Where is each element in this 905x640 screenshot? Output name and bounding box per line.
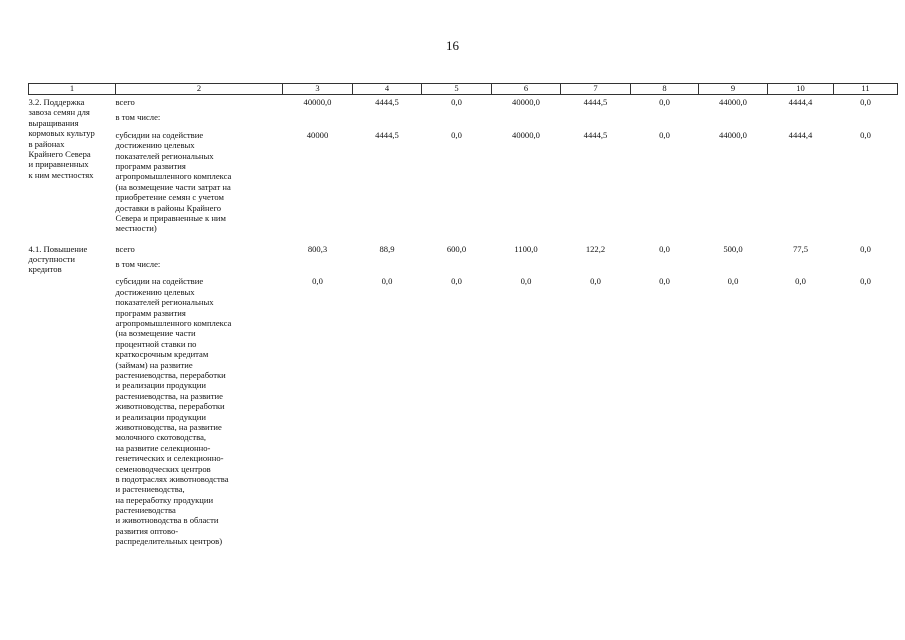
total-value: 4444,4 bbox=[788, 97, 813, 107]
subsidy-description-line: (на возмещение части затрат на bbox=[115, 181, 231, 192]
subsidy-value: 40000 bbox=[306, 129, 329, 140]
total-value: 88,9 bbox=[379, 243, 395, 254]
value-cell bbox=[422, 234, 492, 547]
subsidy-value: 4444,4 bbox=[788, 129, 813, 140]
measure-name-line: и приравненных bbox=[28, 159, 89, 170]
spacer-line bbox=[834, 259, 898, 269]
spacer-line bbox=[353, 259, 422, 269]
spacer-line bbox=[492, 259, 561, 269]
spacer bbox=[834, 269, 898, 276]
spacer bbox=[768, 269, 834, 276]
subsidy-description-line: и реализации продукции bbox=[115, 380, 206, 391]
total-label: всего bbox=[115, 97, 135, 107]
value-cell bbox=[834, 95, 898, 234]
subsidy-value: 0,0 bbox=[659, 276, 670, 287]
subsidy-description-line: показателей региональных bbox=[115, 150, 214, 161]
subsidy-description-line: растениеводства bbox=[115, 505, 176, 516]
page-number: 16 bbox=[446, 38, 459, 53]
spacer-line bbox=[834, 112, 898, 122]
subsidy-value: 0,0 bbox=[590, 276, 601, 287]
column-number: 9 bbox=[699, 84, 768, 95]
measure-name-cell bbox=[29, 234, 116, 547]
measure-name-line: кредитов bbox=[28, 264, 62, 275]
total-value: 44000,0 bbox=[719, 97, 747, 107]
value-cell bbox=[768, 95, 834, 234]
spacer-line bbox=[631, 259, 699, 269]
total-value: 0,0 bbox=[451, 97, 462, 107]
spacer-line bbox=[561, 259, 631, 269]
subsidy-description-line: распределительных центров) bbox=[115, 536, 223, 547]
value-cell bbox=[353, 95, 422, 234]
column-number: 5 bbox=[422, 84, 492, 95]
total-value: 40000,0 bbox=[512, 97, 540, 107]
subsidy-value: 4444,5 bbox=[375, 129, 399, 140]
subsidy-description-line: программ развития bbox=[115, 160, 186, 171]
spacer-line bbox=[353, 112, 422, 122]
total-value: 500,0 bbox=[723, 243, 743, 254]
subsidy-description-line: развития оптово- bbox=[115, 525, 179, 536]
value-cell bbox=[422, 95, 492, 234]
subsidy-value: 0,0 bbox=[795, 276, 806, 287]
subsidy-value: 0,0 bbox=[312, 276, 323, 287]
spacer bbox=[283, 123, 353, 130]
subsidy-description-line: субсидии на содействие bbox=[115, 129, 204, 140]
spacer-line bbox=[492, 112, 561, 122]
subsidy-description-line: программ развития bbox=[115, 307, 186, 318]
subsidy-description-line: достижению целевых bbox=[115, 286, 195, 297]
spacer bbox=[422, 123, 492, 130]
subsidy-description-line: показателей региональных bbox=[115, 297, 214, 308]
spacer bbox=[834, 123, 898, 130]
spacer bbox=[283, 269, 353, 276]
column-number-row bbox=[29, 84, 898, 95]
subsidy-description-line: животноводства, переработки bbox=[115, 401, 225, 412]
measure-name-line: 3.2. Поддержка bbox=[28, 97, 85, 107]
value-cell bbox=[283, 95, 353, 234]
spacer-line bbox=[422, 112, 492, 122]
total-value: 800,3 bbox=[307, 243, 328, 254]
subsidy-description-line: Севера и приравненные к ним bbox=[115, 212, 226, 223]
value-cell bbox=[353, 234, 422, 547]
subsidy-description-line: краткосрочным кредитам bbox=[115, 349, 209, 360]
total-value: 122,2 bbox=[585, 243, 606, 254]
subsidy-description-line: на переработку продукции bbox=[115, 494, 214, 505]
value-cell bbox=[283, 234, 353, 547]
column-number: 2 bbox=[116, 84, 283, 95]
total-value: 4444,5 bbox=[583, 97, 608, 107]
subsidy-value: 0,0 bbox=[860, 129, 871, 140]
measure-name-line: 4.1. Повышение bbox=[28, 243, 88, 254]
subsidy-description-line: генетических и селекционно- bbox=[115, 453, 224, 464]
measure-name-line: Крайнего Севера bbox=[28, 148, 91, 159]
subsidy-value: 0,0 bbox=[659, 129, 670, 140]
subsidy-description-line: молочного скотоводства, bbox=[115, 432, 207, 443]
spacer bbox=[631, 123, 699, 130]
subsidy-description-line: достижению целевых bbox=[115, 140, 195, 151]
total-value: 1100,0 bbox=[514, 243, 538, 254]
spacer bbox=[353, 123, 422, 130]
total-value: 600,0 bbox=[446, 243, 467, 254]
subsidy-value: 0,0 bbox=[451, 276, 462, 287]
subsidy-value: 0,0 bbox=[860, 276, 871, 287]
subsidy-description-line: агропромышленного комплекса bbox=[115, 171, 232, 182]
total-value: 0,0 bbox=[860, 97, 871, 107]
column-number: 8 bbox=[631, 84, 699, 95]
funding-description-cell bbox=[116, 95, 283, 234]
value-cell bbox=[768, 234, 834, 547]
subsidy-description-line: растениеводства, переработки bbox=[115, 369, 226, 380]
spacer bbox=[561, 269, 631, 276]
spacer bbox=[631, 269, 699, 276]
spacer-line bbox=[699, 112, 768, 122]
value-cell bbox=[631, 234, 699, 547]
subsidy-value: 4444,5 bbox=[583, 129, 608, 140]
spacer-line bbox=[561, 112, 631, 122]
subsidy-value: 40000,0 bbox=[512, 129, 540, 140]
spacer-line bbox=[699, 259, 768, 269]
measure-name-line: к ним местностях bbox=[28, 169, 94, 180]
measure-name-line: доступности bbox=[28, 254, 76, 265]
value-cell bbox=[492, 234, 561, 547]
subsidy-description-line: (на возмещение части bbox=[115, 328, 196, 339]
value-cell bbox=[631, 95, 699, 234]
column-number: 1 bbox=[29, 84, 116, 95]
total-value: 0,0 bbox=[860, 243, 871, 254]
value-cell bbox=[492, 95, 561, 234]
subsidy-description-line: на развитие селекционно- bbox=[115, 442, 211, 453]
subsidy-description-line: агропромышленного комплекса bbox=[115, 318, 232, 329]
subsidy-description-line: животноводства, на развитие bbox=[115, 421, 222, 432]
value-cell bbox=[699, 234, 768, 547]
spacer bbox=[492, 123, 561, 130]
subsidy-description-line: и реализации продукции bbox=[115, 411, 206, 422]
value-cell bbox=[561, 234, 631, 547]
column-number: 3 bbox=[283, 84, 353, 95]
spacer bbox=[699, 269, 768, 276]
column-number: 6 bbox=[492, 84, 561, 95]
total-value: 0,0 bbox=[659, 243, 670, 254]
subsidy-value: 0,0 bbox=[520, 276, 532, 287]
subsidy-value: 0,0 bbox=[381, 276, 393, 287]
spacer-line bbox=[283, 112, 353, 122]
subsidy-description-line: (займам) на развитие bbox=[115, 359, 193, 370]
subsidy-description-line: и животноводства в области bbox=[115, 515, 219, 526]
spacer bbox=[699, 123, 768, 130]
measure-name-cell bbox=[29, 95, 116, 234]
column-number: 11 bbox=[834, 84, 898, 95]
spacer-line bbox=[768, 259, 834, 269]
total-label: всего bbox=[115, 243, 135, 254]
spacer-line bbox=[422, 259, 492, 269]
spacer bbox=[492, 269, 561, 276]
subsidy-description-line: местности) bbox=[115, 223, 157, 234]
spacer bbox=[116, 269, 283, 276]
column-number: 4 bbox=[353, 84, 422, 95]
subsidy-description-line: в подотраслях животноводства bbox=[115, 473, 229, 484]
spacer-line bbox=[631, 112, 699, 122]
value-cell bbox=[561, 95, 631, 234]
total-value: 77,5 bbox=[792, 243, 809, 254]
subsidy-description-line: доставки в районы Крайнего bbox=[115, 202, 222, 213]
column-number: 10 bbox=[768, 84, 834, 95]
subsidy-description-line: семеноводческих центров bbox=[115, 463, 211, 474]
value-cell bbox=[699, 95, 768, 234]
spacer bbox=[116, 123, 283, 130]
subsidy-description-line: и растениеводства, bbox=[115, 484, 185, 495]
total-value: 4444,5 bbox=[375, 97, 399, 107]
subsidy-value: 44000,0 bbox=[719, 129, 747, 140]
including-label: в том числе: bbox=[115, 112, 161, 123]
measure-name-line: кормовых культур bbox=[28, 128, 95, 139]
total-value: 40000,0 bbox=[303, 97, 332, 107]
spacer bbox=[422, 269, 492, 276]
subsidy-description-line: субсидии на содействие bbox=[115, 276, 204, 287]
table-row bbox=[29, 95, 898, 234]
funding-description-cell bbox=[116, 234, 283, 547]
spacer bbox=[353, 269, 422, 276]
table-row bbox=[29, 234, 898, 547]
total-value: 0,0 bbox=[659, 97, 670, 107]
spacer bbox=[561, 123, 631, 130]
measure-name-line: завоза семян для bbox=[28, 107, 90, 118]
including-label: в том числе: bbox=[115, 259, 161, 270]
subsidy-description-line: растениеводства, на развитие bbox=[115, 390, 223, 401]
budget-table bbox=[28, 83, 898, 547]
measure-name-line: выращивания bbox=[28, 117, 79, 128]
column-number: 7 bbox=[561, 84, 631, 95]
subsidy-description-line: процентной ставки по bbox=[115, 338, 197, 349]
spacer bbox=[768, 123, 834, 130]
value-cell bbox=[834, 234, 898, 547]
spacer-line bbox=[283, 259, 353, 269]
spacer-line bbox=[768, 112, 834, 122]
subsidy-value: 0,0 bbox=[727, 276, 739, 287]
subsidy-description-line: приобретение семян с учетом bbox=[115, 192, 224, 203]
measure-name-line: в районах bbox=[28, 138, 65, 149]
subsidy-value: 0,0 bbox=[451, 129, 462, 140]
